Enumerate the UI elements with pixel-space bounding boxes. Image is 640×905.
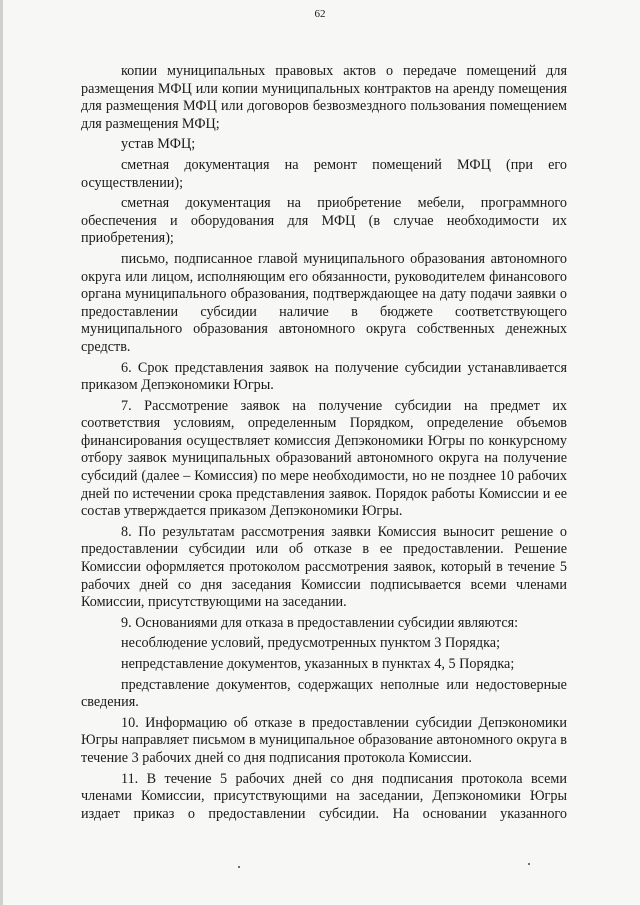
paragraph-7: 7. Рассмотрение заявок на получение субсидии на предмет их соответствия условиям, определенным Порядком, определение объемов финансирования осуществляет комиссия Депэкономики Югры по конкурсному отбору заявок муниципальных образований автономного округа на получение субсидий (далее – Комиссия) по мере необходимости, но не позднее 10 рабочих дней по истечении срока представления заявок. Порядок работы Комиссии и ее состав утверждается приказом Депэкономики Югры. — [81, 397, 567, 520]
paragraph-3: сметная документация на ремонт помещений МФЦ (при его осуществлении); — [81, 156, 567, 191]
paragraph-6: 6. Срок представления заявок на получение субсидии устанавливается приказом Депэкономики Югры. — [81, 359, 567, 394]
paragraph-2: устав МФЦ; — [121, 136, 196, 153]
paragraph-12: представление документов, содержащих неполные или недостоверные сведения. — [81, 676, 567, 711]
paragraph-1: копии муниципальных правовых актов о передаче помещений для размещения МФЦ или копии муниципальных контрактов на аренду помещения для размещения МФЦ или договоров безвозмездного пользования помещением для размещения МФЦ; — [81, 63, 567, 132]
scan-speck-left — [238, 866, 240, 868]
paragraph-10: несоблюдение условий, предусмотренных пунктом 3 Порядка; — [121, 635, 501, 652]
paragraph-9: 9. Основаниями для отказа в предоставлении субсидии являются: — [121, 614, 519, 631]
paragraph-8: 8. По результатам рассмотрения заявки Комиссия выносит решение о предоставлении субсидии или об отказе в ее предоставлении. Решение Комиссии оформляется протоколом рассмотрения заявок, который в течение 5 рабочих дней со дня заседания Комиссии подписывается всеми членами Комиссии, присутствующими на заседании. — [81, 523, 567, 611]
paragraph-11: непредставление документов, указанных в пунктах 4, 5 Порядка; — [121, 656, 515, 672]
paragraph-13: 10. Информацию об отказе в предоставлении субсидии Депэкономики Югры направляет письмом в муниципальное образование автономного округа в течение 3 рабочих дней со дня подписания протокола Комиссии. — [81, 714, 567, 766]
document-body — [81, 63, 567, 826]
paragraph-14: 11. В течение 5 рабочих дней со дня подписания протокола всеми членами Комиссии, присутствующими на заседании, Депэкономики Югры издает приказ о предоставлении субсидии. На основании указанного — [81, 770, 567, 822]
paragraph-4: сметная документация на приобретение мебели, программного обеспечения и оборудования для МФЦ (в случае необходимости их приобретения); — [81, 195, 567, 247]
page-number: 62 — [314, 8, 326, 20]
paragraph-5: письмо, подписанное главой муниципального образования автономного округа или лицом, исполняющим его обязанности, руководителем финансового органа муниципального образования, подтверждающее на дату подачи заявки о предоставлении субсидии наличие в бюджете соответствующего муниципального образования автономного округа собственных денежных средств. — [81, 250, 567, 355]
scan-speck-right — [528, 863, 530, 865]
